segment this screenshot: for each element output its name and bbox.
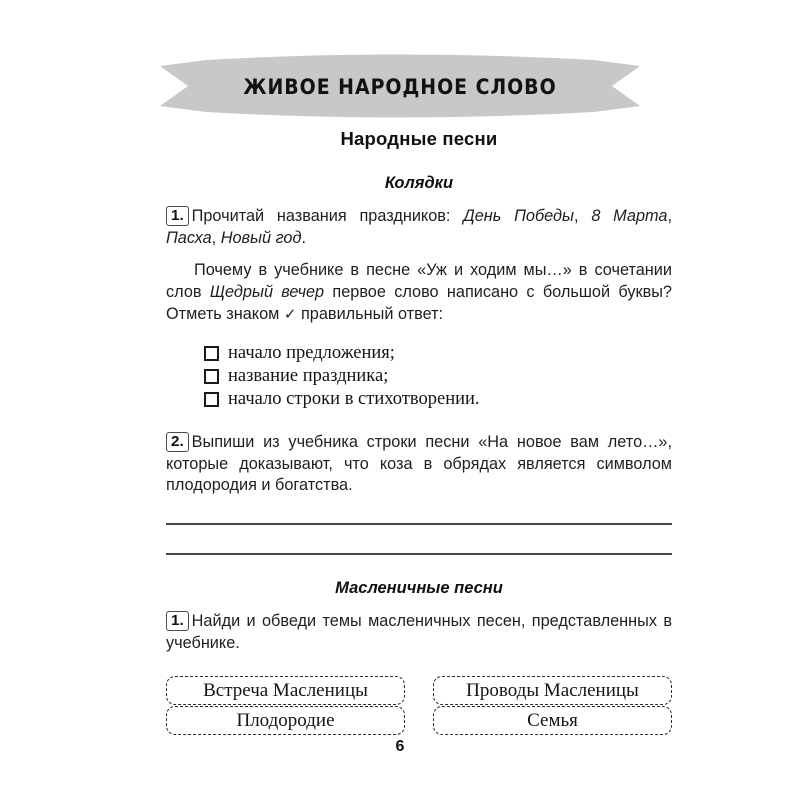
phrase-shchedryi-vecher: Щедрый вечер: [209, 283, 325, 302]
answer-line[interactable]: [166, 523, 672, 525]
question-text-b: первое слово написано с большой буквы? Отметь знаком: [166, 283, 672, 323]
exercise-text: Найди и обведи темы масленичных песен, представленных в учебнике.: [166, 611, 672, 652]
checkmark-icon: ✓: [283, 305, 297, 323]
theme-option-box[interactable]: [166, 676, 405, 705]
theme-choice-grid: [166, 676, 672, 735]
exercise-1-1-question: [166, 260, 672, 325]
separator-3: ,: [211, 228, 221, 247]
subsection-title-kolyadki: Колядки: [384, 174, 454, 192]
theme-option-box[interactable]: [433, 706, 672, 735]
holiday-name-4: Новый год: [220, 228, 302, 247]
theme-column-right: [419, 676, 672, 735]
exercise-number-badge: 2.: [166, 432, 189, 452]
answer-line[interactable]: [166, 553, 672, 555]
option-label: название праздника;: [228, 365, 389, 386]
exercise-number-badge: 1.: [166, 611, 189, 631]
holiday-name-1: День Победы: [463, 207, 574, 225]
answer-writing-lines: [166, 523, 672, 555]
checkbox-icon[interactable]: [204, 369, 219, 384]
section-banner: [0, 52, 800, 120]
separator-1: ,: [573, 207, 592, 225]
holiday-name-2: 8 Марта: [591, 207, 668, 225]
question-text-c: правильный ответ:: [296, 305, 444, 323]
theme-option-box[interactable]: [166, 706, 405, 735]
sentence-end: .: [301, 228, 307, 247]
exercise-1-1: [166, 206, 672, 249]
theme-label: Семья: [527, 709, 578, 731]
option-row[interactable]: [204, 388, 672, 411]
option-row[interactable]: [204, 342, 672, 365]
theme-column-left: [166, 676, 419, 735]
exercise-text: Выпиши из учебника строки песни «На новое вам лето…», которые доказывают, что коза в обрядах является символом плодородия и богатства.: [166, 432, 672, 495]
exercise-text: Прочитай названия праздников:: [191, 207, 464, 225]
subsection-title-maslenichnye: Масленичные песни: [335, 578, 503, 597]
exercise-number-badge: 1.: [166, 206, 189, 226]
page-number: 6: [395, 738, 405, 755]
theme-label: Встреча Масленицы: [203, 679, 368, 701]
question-text-a: Почему в учебнике в песне «Уж и ходим мы…» в сочетании слов: [166, 261, 672, 302]
option-row[interactable]: [204, 365, 672, 388]
answer-option-list: [166, 342, 672, 411]
option-label: начало предложения;: [228, 342, 395, 363]
exercise-1-2: [166, 432, 672, 497]
option-label: начало строки в стихотворении.: [228, 388, 480, 409]
checkbox-icon[interactable]: [204, 346, 219, 361]
theme-option-box[interactable]: [433, 676, 672, 705]
separator-2: ,: [667, 207, 672, 225]
holiday-name-3: Пасха: [166, 228, 212, 247]
theme-label: Проводы Масленицы: [466, 679, 639, 701]
banner-title: ЖИВОЕ НАРОДНОЕ СЛОВО: [243, 74, 557, 100]
section-title: Народные песни: [340, 128, 498, 149]
checkbox-icon[interactable]: [204, 392, 219, 407]
exercise-2-1: [166, 611, 672, 654]
theme-label: Плодородие: [236, 709, 335, 731]
content-column: [166, 128, 672, 735]
